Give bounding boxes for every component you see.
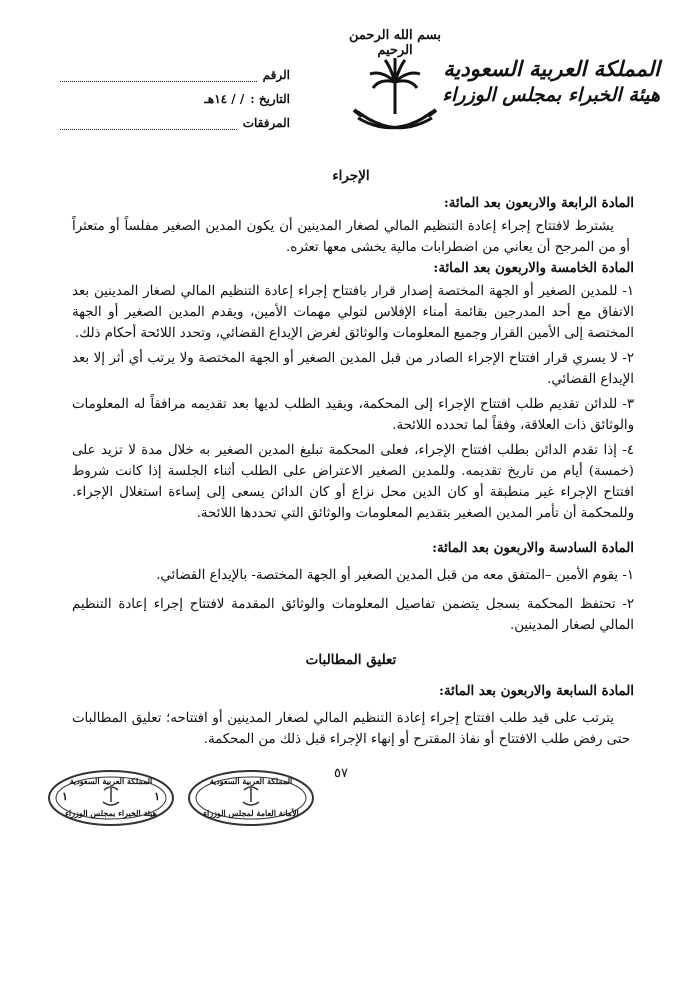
article-145-item-2: ٢- لا يسري قرار افتتاح الإجراء الصادر من قبل المدين الصغير أو الجهة المختصة ولا يرتب أي أثر إلا بعد الإيداع القضائي. [72, 351, 634, 387]
ref-date-row [60, 82, 290, 106]
article-146-item-1: ١- يقوم الأمين –المتفق معه من قبل المدين الصغير أو الجهة المختصة- بالإيداع القضائي. [156, 568, 634, 583]
ref-attachments-row [60, 106, 290, 130]
stamp-right-top-text: المملكة العربية السعودية [209, 776, 293, 786]
article-145-title: المادة الخامسة والاربعون بعد المائة: [433, 261, 634, 276]
stamp-left-number-b: ١ [154, 790, 160, 803]
ref-number-row [60, 58, 290, 82]
article-145-item-3: ٣- للدائن تقديم طلب افتتاح الإجراء إلى المحكمة، ويقيد الطلب لديها بعد تقديمه مرافقاً له المعلومات والوثائق ذات العلاقة، وفقاً لما تحدده اللائحة. [72, 397, 634, 433]
section-title-procedure: الإجراء [332, 168, 370, 184]
ref-date-label: التاريخ : [250, 92, 290, 106]
article-144-title: المادة الرابعة والاربعون بعد المائة: [443, 196, 634, 211]
stamp-right-bottom-text: الأمانة العامة لمجلس الوزراء [203, 808, 299, 818]
org-line-kingdom: المملكة العربية السعودية [443, 56, 660, 81]
stamp-left-top-text: المملكة العربية السعودية [69, 776, 153, 786]
saudi-emblem-icon [340, 52, 450, 142]
section-title-claims-suspension: تعليق المطالبات [305, 652, 397, 668]
page-number: ٥٧ [334, 766, 348, 781]
ref-number-line [60, 69, 257, 82]
organization-name [442, 56, 660, 108]
basmala-text: بسم الله الرحمن الرحيم [349, 28, 441, 58]
article-147-title: المادة السابعة والاربعون بعد المائة: [439, 684, 634, 699]
article-144-text: يشترط لافتتاح إجراء إعادة التنظيم المالي لصغار المدينين أن يكون المدين الصغير مفلساً أو متعثراً أو من المرجح أن يعاني من اضطرابات مالية يخشى معها تعثره. [72, 219, 630, 255]
article-145-item-4: ٤- إذا تقدم الدائن بطلب افتتاح الإجراء، فعلى المحكمة تبليغ المدين الصغير به خلال مدة لا تزيد على (خمسة) أيام من تاريخ تقديمه. وللمدين الصغير الاعتراض على الطلب أثناء الجلسة إذا كانت شروط افتتاح الإجراء غير منطبقة أو كان الدين محل نزاع أو كان الدائن يسعى إلى إساءة استغلال الإجراء. وللمحكمة أن تأمر المدين الصغير بتقديم المعلومات والوثائق التي تحددها اللائحة. [72, 443, 634, 521]
ref-attachments-line [60, 117, 237, 130]
org-line-agency: هيئة الخبراء بمجلس الوزراء [442, 84, 660, 106]
article-146-item-2: ٢- تحتفظ المحكمة بسجل يتضمن تفاصيل المعلومات والوثائق المقدمة لافتتاح إجراء إعادة التنظيم المالي لصغار المدينين. [72, 597, 634, 633]
reference-block [60, 58, 290, 130]
article-145-item-1: ١- للمدين الصغير أو الجهة المختصة إصدار قرار بافتتاح إجراء إعادة التنظيم المالي لصغار المدينين بعد الاتفاق مع أحد المدرجين بقائمة أمناء الإفلاس لتولي مهمات الأمين، ويقدم المدين الصغير أو الجهة المختصة إلى الأمين القرار وجميع المعلومات والوثائق لغرض الإيداع القضائي، وتحدد اللائحة أحكام ذلك. [72, 284, 634, 341]
official-stamp-right [186, 768, 316, 828]
document-body [72, 166, 634, 750]
official-stamp-left [46, 768, 176, 828]
article-146-title: المادة السادسة والاربعون بعد المائة: [432, 541, 634, 556]
stamp-left-number-a: ١ [62, 790, 68, 803]
letterhead [40, 22, 660, 142]
stamp-left-bottom-text: هيئة الخبراء بمجلس الوزراء [65, 808, 157, 818]
ref-number-label: الرقم [262, 68, 290, 82]
ref-date-value: / / ١٤هـ [204, 92, 245, 106]
ref-attachments-label: المرفقات [242, 116, 290, 130]
article-147-text: يترتب على قيد طلب افتتاح إجراء إعادة التنظيم المالي لصغار المدينين أو افتتاحه؛ تعليق المطالبات حتى رفض طلب الافتتاح أو نفاذ المقترح أو إنهاء الإجراء قبل ذلك من المحكمة. [72, 711, 630, 747]
